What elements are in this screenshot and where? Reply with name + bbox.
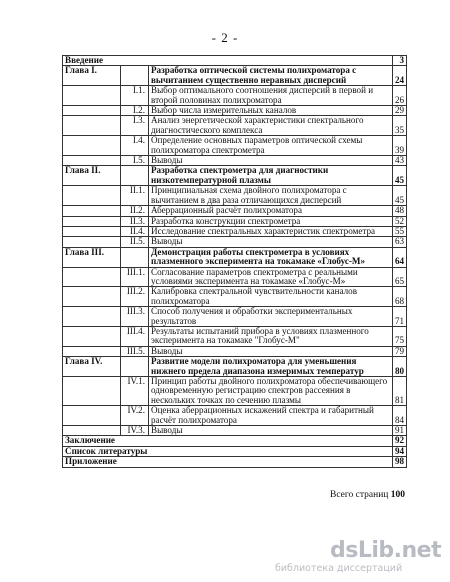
toc-entry-label [63,406,121,426]
toc-section-row [63,86,407,106]
toc-page-number: 79 [393,346,407,356]
toc-page-number: 84 [393,406,407,426]
toc-entry-title: Разработка оптической системы полихроматора с вычитанием существенно неравных дисперсий [149,66,393,86]
toc-section-row [63,226,407,236]
toc-section-number: II.2. [121,206,149,216]
toc-section-number [121,66,149,86]
toc-section-number: I.1. [121,86,149,106]
toc-section-number: III.4. [121,326,149,346]
toc-page-number: 75 [393,326,407,346]
toc-section-number [121,357,149,377]
toc-page-number: 80 [393,357,407,377]
toc-entry-label [63,377,121,406]
toc-section-number: I.3. [121,116,149,136]
toc-section-row [63,106,407,116]
toc-chapter-row [63,66,407,86]
toc-entry-label [63,426,121,436]
toc-chapter-row [63,166,407,186]
toc-section-row [63,406,407,426]
toc-entry-title: Выводы [149,426,393,436]
toc-chapter-row [63,446,407,456]
toc-entry-label [63,346,121,356]
toc-section-number: III.2. [121,287,149,307]
toc-section-number: II.4. [121,226,149,236]
toc-chapter-row [63,457,407,467]
toc-entry-title: Принципиальная схема двойного полихроматора с вычитанием в два раза отличающихся дисперсий [149,186,393,206]
toc-entry-label: Глава I. [63,66,121,86]
toc-entry-label: Список литературы [63,446,393,456]
toc-entry-label: Глава IV. [63,357,121,377]
toc-entry-label [63,156,121,166]
toc-entry-title: Выводы [149,237,393,247]
toc-entry-label [63,287,121,307]
toc-section-row [63,116,407,136]
total-pages-label: Всего страниц [330,490,389,500]
toc-entry-title: Определение основных параметров оптической схемы полихроматора спектрометра [149,136,393,156]
toc-page-number: 92 [393,436,407,446]
toc-page-number: 3 [393,56,407,66]
toc-section-row [63,346,407,356]
toc-page-number: 68 [393,287,407,307]
toc-entry-title: Выводы [149,156,393,166]
toc-section-number: I.5. [121,156,149,166]
toc-page-number: 24 [393,66,407,86]
toc-page-number: 29 [393,106,407,116]
page-number: - 2 - [211,30,239,45]
toc-page-number: 64 [393,247,407,267]
toc-section-number: I.4. [121,136,149,156]
toc-section-number: II.3. [121,216,149,226]
toc-section-row [63,136,407,156]
toc-entry-label [63,186,121,206]
toc-section-row [63,267,407,287]
toc-chapter-row [63,436,407,446]
toc-page-number: 81 [393,377,407,406]
toc-entry-label [63,307,121,327]
toc-entry-title: Развитие модели полихроматора для уменьшения нижнего предела диапазона измеримых температур [149,357,393,377]
toc-page-number: 45 [393,166,407,186]
toc-entry-title: Демонстрация работы спектрометра в условиях плазменного эксперимента на токамаке «Глобус-М» [149,247,393,267]
toc-page-number: 35 [393,116,407,136]
toc-section-row [63,216,407,226]
toc-section-number [121,166,149,186]
total-pages-value: 100 [390,490,405,500]
toc-entry-label: Заключение [63,436,393,446]
toc-entry-title: Выбор оптимального соотношения дисперсий в первой и второй половинах полихроматора [149,86,393,106]
toc-page-number: 91 [393,426,407,436]
toc-entry-title: Исследование спектральных характеристик спектрометра [149,226,393,236]
toc-section-number: II.1. [121,186,149,206]
watermark [275,538,442,574]
toc-section-number: III.3. [121,307,149,327]
table-of-contents [62,55,407,468]
toc-entry-label: Введение [63,56,393,66]
toc-entry-label [63,267,121,287]
toc-page-number: 52 [393,216,407,226]
toc-entry-label: Приложение [63,457,393,467]
toc-page-number: 65 [393,267,407,287]
toc-section-row [63,156,407,166]
toc-section-number [121,247,149,267]
toc-entry-title: Выбор числа измерительных каналов [149,106,393,116]
toc-section-number: I.2. [121,106,149,116]
toc-section-row [63,186,407,206]
toc-page-number: 98 [393,457,407,467]
toc-entry-title: Разработка спектрометра для диагностики низкотемпературной плазмы [149,166,393,186]
toc-entry-label [63,116,121,136]
toc-entry-label [63,106,121,116]
toc-section-row [63,287,407,307]
toc-page-number: 45 [393,186,407,206]
toc-entry-title: Разработка конструкции спектрометра [149,216,393,226]
toc-entry-title: Согласование параметров спектрометра с реальными условиями эксперимента на токамаке «Глобус-М» [149,267,393,287]
toc-section-row [63,426,407,436]
toc-entry-title: Способ получения и обработки экспериментальных результатов [149,307,393,327]
toc-page-number: 48 [393,206,407,216]
toc-section-row [63,326,407,346]
toc-entry-title: Оценка аберрационных искажений спектра и габаритный расчёт полихроматора [149,406,393,426]
toc-entry-label [63,136,121,156]
toc-section-number: IV.3. [121,426,149,436]
toc-page-number: 26 [393,86,407,106]
toc-section-number: IV.2. [121,406,149,426]
toc-page-number: 63 [393,237,407,247]
toc-section-number: II.5. [121,237,149,247]
toc-chapter-row [63,56,407,66]
toc-page-number: 43 [393,156,407,166]
toc-page-number: 39 [393,136,407,156]
toc-chapter-row [63,247,407,267]
toc-page-number: 94 [393,446,407,456]
toc-entry-label [63,86,121,106]
watermark-subtitle: библиотека диссертаций [275,563,403,574]
toc-entry-title: Калибровка спектральной чувствительности каналов полихроматора [149,287,393,307]
toc-entry-label [63,216,121,226]
toc-section-row [63,206,407,216]
toc-entry-label [63,206,121,216]
toc-section-number: III.5. [121,346,149,356]
toc-entry-label: Глава II. [63,166,121,186]
toc-entry-title: Выводы [149,346,393,356]
toc-section-row [63,237,407,247]
toc-section-number: III.1. [121,267,149,287]
toc-page-number: 71 [393,307,407,327]
toc-entry-label [63,226,121,236]
toc-entry-title: Анализ энергетической характеристики спектрального диагностического комплекса [149,116,393,136]
toc-entry-title: Результаты испытаний прибора в условиях плазменного эксперимента на токамаке "Глобус-М" [149,326,393,346]
toc-entry-label: Глава III. [63,247,121,267]
total-pages-line [62,490,405,500]
toc-entry-label [63,237,121,247]
toc-entry-title: Аберрационный расчёт полихроматора [149,206,393,216]
toc-page-number: 55 [393,226,407,236]
toc-section-row [63,307,407,327]
toc-chapter-row [63,357,407,377]
toc-entry-label [63,326,121,346]
toc-section-number: IV.1. [121,377,149,406]
watermark-logo: dsLib.net [330,538,442,563]
toc-section-row [63,377,407,406]
toc-entry-title: Принцип работы двойного полихроматора обеспечивающего одновременную регистрацию спектров рассеяния в нескольких точках по сечению плазмы [149,377,393,406]
